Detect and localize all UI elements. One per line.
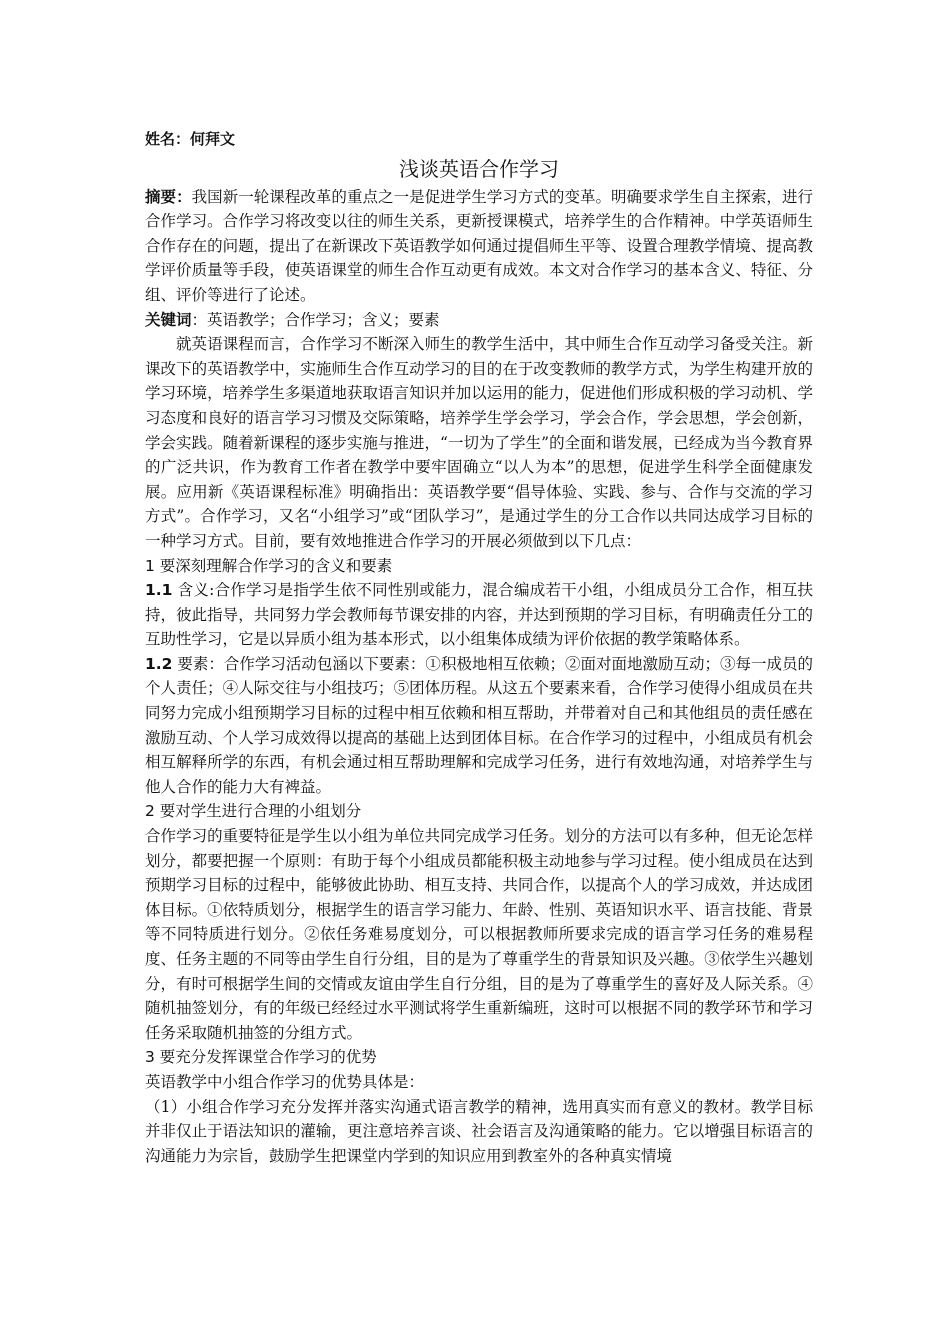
section-1-1-text: 含义:合作学习是指学生依不同性别或能力，混合编成若干小组，小组成员分工合作，相互扶持，彼此指导，共同努力学会教师每节课安排的内容，并达到预期的学习目标，有明确责任分工的互助性学习，它是以异质小组为基本形式，以小组集体成绩为评价依据的教学策略体系。 [145,581,813,649]
keywords-paragraph [145,308,813,333]
section-2-paragraph: 合作学习的重要特征是学生以小组为单位共同完成学习任务。划分的方法可以有多种，但无论怎样划分，都要把握一个原则：有助于每个小组成员都能积极主动地参与学习过程。使小组成员在达到预期学习目标的过程中，能够彼此协助、相互支持、共同合作，以提高个人的学习成效，并达成团体目标。①依特质划分，根据学生的语言学习能力、年龄、性别、英语知识水平、语言技能、背景等不同特质进行划分。②依任务难易度划分，可以根据教师所要求完成的语言学习任务的难易程度、任务主题的不同等由学生自行分组，目的是为了尊重学生的背景知识及兴趣。③依学生兴趣划分，有时可根据学生间的交情或友谊由学生自行分组，目的是为了尊重学生的喜好及人际关系。④随机抽签划分，有的年级已经经过水平测试将学生重新编班，这时可以根据不同的教学环节和学习任务采取随机抽签的分组方式。 [145,827,813,1042]
document-title: 浅谈英语合作学习 [399,156,559,181]
section-1-heading: 1 要深刻理解合作学习的含义和要素 [145,556,393,575]
document-page [145,127,813,1168]
section-1-2-text: 要素：合作学习活动包涵以下要素：①积极地相互依赖；②面对面地激励互动；③每一成员的个人责任；④人际交往与小组技巧；⑤团体历程。从这五个要素来看，合作学习使得小组成员在共同努力完成小组预期学习目标的过程中相互依赖和相互帮助，并带着对自己和其他组员的责任感在激励互动、个人学习成效得以提高的基础上达到团体目标。在合作学习的过程中，小组成员有机会相互解释所学的东西，有机会通过相互帮助理解和完成学习任务，进行有效地沟通，对培养学生与他人合作的能力大有裨益。 [145,654,813,796]
keywords-label: 关键词 [145,310,192,329]
section-1-2-number: 1.2 [145,654,173,673]
section-1-1-paragraph [145,578,813,652]
abstract-paragraph [145,185,813,308]
section-1-2-paragraph [145,652,813,800]
author-label: 姓名： [145,130,191,148]
section-3-item-1: （1）小组合作学习充分发挥并落实沟通式语言教学的精神，选用真实而有意义的教材。教学目标并非仅止于语法知识的灌输，更注意培养言谈、社会语言及沟通策略的能力。它以增强目标语言的沟通能力为宗旨，鼓励学生把课堂内学到的知识应用到教室外的各种真实情境 [145,1097,813,1165]
section-3-intro: 英语教学中小组合作学习的优势具体是： [145,1072,425,1091]
keywords-text: ：英语教学；合作学习；含义；要素 [191,310,440,329]
abstract-label: 摘要： [145,187,192,206]
section-2-heading: 2 要对学生进行合理的小组划分 [145,802,362,821]
section-3-heading: 3 要充分发挥课堂合作学习的优势 [145,1048,377,1067]
intro-paragraph: 就英语课程而言，合作学习不断深入师生的教学生活中，其中师生合作互动学习备受关注。新课改下的英语教学中，实施师生合作互动学习的目的在于改变教师的教学方式，为学生构建开放的学习环境，培养学生多渠道地获取语言知识并加以运用的能力，促进他们形成积极的学习动机、学习态度和良好的语言学习习惯及交际策略，培养学生学会学习，学会合作，学会思想，学会创新，学会实践。随着新课程的逐步实施与推进，“一切为了学生”的全面和谐发展，已经成为当今教育界的广泛共识，作为教育工作者在教学中要牢固确立“以人为本”的思想，促进学生科学全面健康发展。应用新《英语课程标准》明确指出：英语教学要“倡导体验、实践、参与、合作与交流的学习方式”。合作学习，又名“小组学习”或“团队学习”，是通过学生的分工合作以共同达成学习目标的一种学习方式。目前，要有效地推进合作学习的开展必须做到以下几点： [145,335,813,550]
abstract-text: 我国新一轮课程改革的重点之一是促进学生学习方式的变革。明确要求学生自主探索，进行合作学习。合作学习将改变以往的师生关系，更新授课模式，培养学生的合作精神。中学英语师生合作存在的问题，提出了在新课改下英语教学如何通过提倡师生平等、设置合理教学情境、提高教学评价质量等手段，使英语课堂的师生合作互动更有成效。本文对合作学习的基本含义、特征、分组、评价等进行了论述。 [145,187,813,304]
author-line [145,127,813,152]
section-1-1-number: 1.1 [145,581,173,600]
author-name: 何拜文 [190,130,236,148]
